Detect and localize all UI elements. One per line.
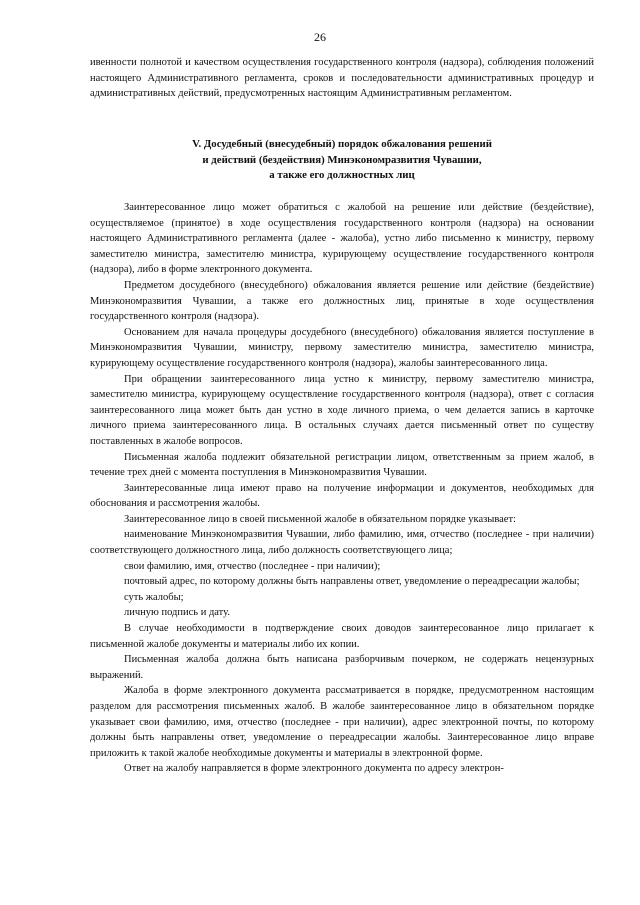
page-number: 26 [314,30,326,44]
section-heading-line-3: а также его должностных лиц [269,169,415,182]
paragraph: Ответ на жалобу направляется в форме электронного документа по адресу электрон- [124,763,504,775]
section-heading [90,137,594,184]
paragraph: В случае необходимости в подтверждение своих доводов заинтересованное лицо прилагает к письменной жалобе документы и материалы либо их копии. [90,623,594,650]
list-item: наименование Минэкономразвития Чувашии, либо фамилию, имя, отчество (последнее - при наличии) соответствующего должностного лица, либо должность соответствующего лица; [90,529,594,557]
body-text [90,200,594,777]
paragraph: Письменная жалоба подлежит обязательной регистрации лицом, ответственным за прием жалоб, в течение трех дней с момента поступления в Минэкономразвития Чувашии. [90,451,594,479]
paragraph: При обращении заинтересованного лица устно к министру, первому заместителю министра, заместителю министра, курирующему осуществление государственного контроля (надзора), ответ с согласия заинтересованного лица может быть дан устно в ходе личного приема, о чем делается запись в карточке личного приема заинтересованного лица. В остальных случаях дается письменный ответ по существу поставленных в жалобе вопросов. [90,373,594,447]
section-heading-line-2: и действий (бездействия) Минэкономразвития Чувашии, [202,153,482,166]
paragraph: Заинтересованное лицо в своей письменной жалобе в обязательном порядке указывает: [124,513,516,525]
list-item: суть жалобы; [124,591,184,603]
section-heading-line-1: V. Досудебный (внесудебный) порядок обжалования решений [192,138,492,150]
list-item: свои фамилию, имя, отчество (последнее - при наличии); [124,560,381,572]
intro-paragraph: ивенности полнотой и качеством осуществления государственного контроля (надзора), соблюдения положений настоящего Административного регламента, сроков и последовательности административных процедур и административных действий, предусмотренных настоящим Административным регламентом. [90,57,594,100]
paragraph: Основанием для начала процедуры досудебного (внесудебного) обжалования является поступление в Минэкономразвития Чувашии, министру, первому заместителю министра, заместителю министра, курирующему осуществление государственного контроля (надзора), жалобы заинтересованного лица. [90,326,594,369]
paragraph: Жалоба в форме электронного документа рассматривается в порядке, предусмотренном настоящим разделом для рассмотрения письменных жалоб. В жалобе заинтересованное лицо в обязательном порядке указывает свои фамилию, имя, отчество (последнее - при наличии), адрес электронной почты, по которому должны быть направлены ответ, уведомление о переадресации жалобы. Заинтересованное лицо вправе приложить к такой жалобе необходимые документы и материалы в электронной форме. [90,685,594,759]
paragraph: Заинтересованные лица имеют право на получение информации и документов, необходимых для обоснования и рассмотрения жалобы. [90,482,594,510]
intro-block [90,55,594,102]
paragraph: Письменная жалоба должна быть написана разборчивым почерком, не содержать нецензурных выражений. [90,654,594,681]
list-item: личную подпись и дату. [124,607,230,619]
paragraph: Заинтересованное лицо может обратиться с жалобой на решение или действие (бездействие), осуществляемое (принятое) в ходе осуществления государственного контроля (надзора) на основании настоящего Административного регламента (далее - жалоба), устно либо письменно к министру, первому заместителю министра, заместителю министра, курирующему осуществление государственного контроля (надзора), либо в форме электронного документа. [90,202,594,276]
paragraph: Предметом досудебного (внесудебного) обжалования является решение или действие (бездействие) Минэкономразвития Чувашии, а также его должностных лиц, принятые в ходе осуществления государственного контроля (надзора). [90,279,594,323]
list-item: почтовый адрес, по которому должны быть направлены ответ, уведомление о переадресации жалобы; [124,576,580,588]
